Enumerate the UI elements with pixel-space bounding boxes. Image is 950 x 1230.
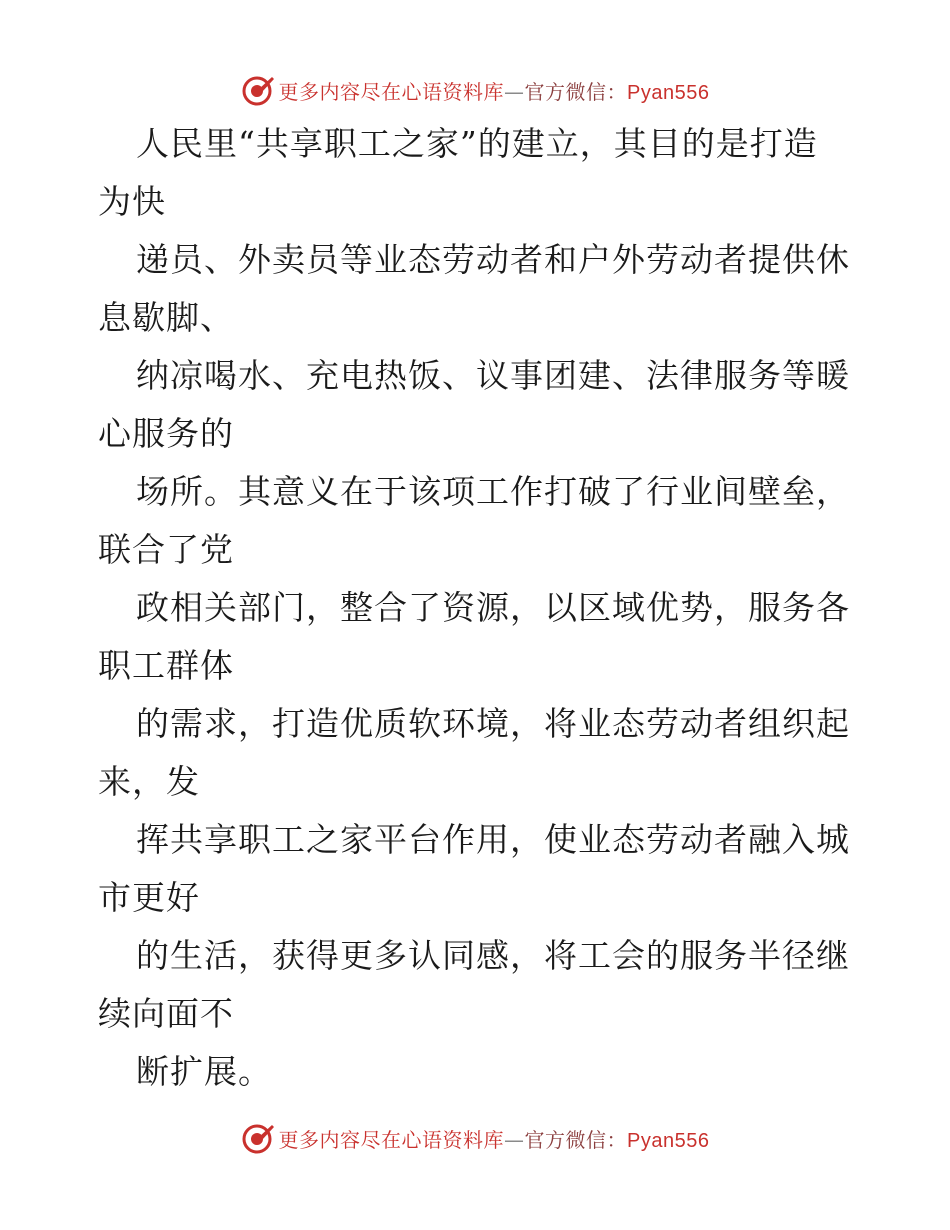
text-line: 市更好	[98, 878, 200, 917]
text-line: 人民里“共享职工之家”的建立，其目的是打造	[136, 124, 818, 163]
footer-watermark-banner	[0, 1118, 950, 1158]
text-line: 心服务的	[98, 414, 234, 453]
text-line: 场所。其意义在于该项工作打破了行业间壁垒，	[136, 472, 850, 511]
text-line: 政相关部门，整合了资源，以区域优势，服务各	[136, 588, 850, 627]
text-line: 的生活，获得更多认同感，将工会的服务半径继	[136, 936, 850, 975]
text-line: 续向面不	[98, 994, 234, 1033]
text-line: 的需求，打造优质软环境，将业态劳动者组织起	[136, 704, 850, 743]
text-line: 联合了党	[98, 530, 234, 569]
pen-logo-icon	[241, 73, 275, 107]
text-line: 职工群体	[98, 646, 234, 685]
text-line: 息歇脚、	[98, 298, 234, 337]
text-line: 来，发	[98, 762, 200, 801]
pen-logo-icon	[241, 1121, 275, 1155]
header-watermark-banner	[0, 70, 950, 110]
document-body	[98, 115, 858, 1101]
text-line: 断扩展。	[136, 1052, 272, 1091]
watermark-text: 更多内容尽在心语资料库—官方微信：Pyan556	[278, 1127, 710, 1152]
text-line: 纳凉喝水、充电热饭、议事团建、法律服务等暖	[136, 356, 850, 395]
text-line: 为快	[98, 182, 166, 221]
text-line: 挥共享职工之家平台作用，使业态劳动者融入城	[136, 820, 850, 859]
text-line: 递员、外卖员等业态劳动者和户外劳动者提供休	[136, 240, 850, 279]
watermark-text: 更多内容尽在心语资料库—官方微信：Pyan556	[278, 79, 710, 104]
